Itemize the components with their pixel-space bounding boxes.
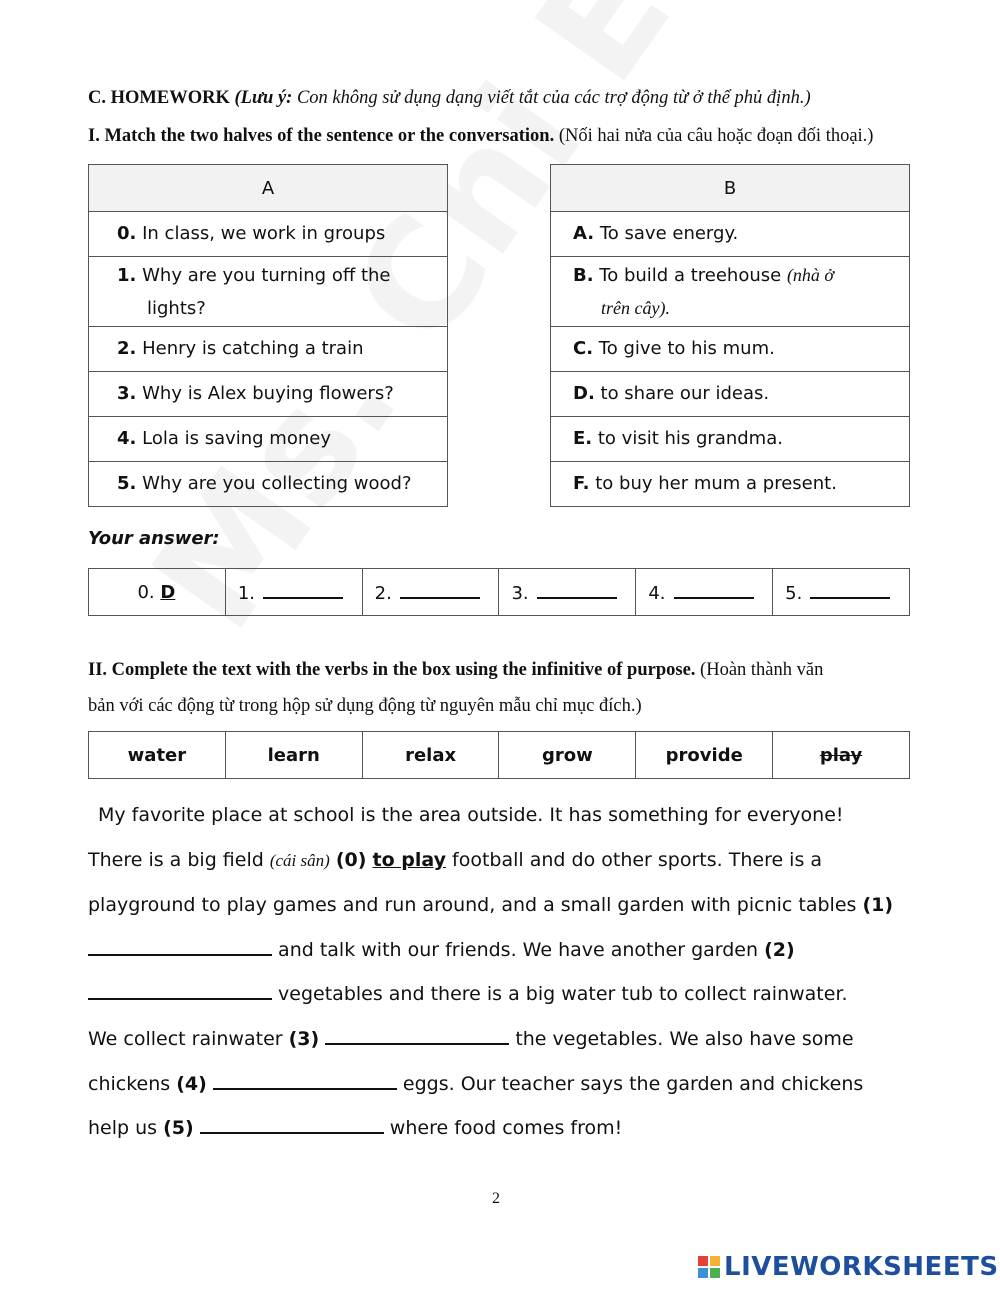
col-a-item-5: 5. Why are you collecting wood? [89, 462, 448, 507]
word-play: play [773, 732, 910, 779]
word-water: water [89, 732, 226, 779]
answer-blank-4[interactable] [674, 581, 754, 599]
note-label: Lưu ý: [240, 88, 293, 108]
exercise2-heading [88, 660, 823, 681]
blank-2[interactable] [88, 980, 272, 1000]
passage [88, 793, 918, 1151]
column-b-table [550, 164, 910, 507]
col-a-item-2: 2. Henry is catching a train [89, 327, 448, 372]
col-b-item-d: D. to share our ideas. [551, 372, 910, 417]
col-b-item-c: C. To give to his mum. [551, 327, 910, 372]
word-provide: provide [636, 732, 773, 779]
passage-line-1: My favorite place at school is the area outside. It has something for everyone! [98, 804, 844, 826]
passage-line-5: vegetables and there is a big water tub to collect rainwater. [88, 972, 918, 1017]
page-number: 2 [492, 1190, 500, 1207]
col-b-item-f: F. to buy her mum a present. [551, 462, 910, 507]
passage-line-8: help us (5) where food comes from! [88, 1106, 918, 1151]
section-title: C. HOMEWORK [88, 88, 230, 108]
blank-3[interactable] [325, 1025, 509, 1045]
exercise2-subtitle-1: (Hoàn thành văn [700, 660, 824, 680]
section-heading [88, 88, 811, 109]
passage-line-2: There is a big field (cái sân) (0) to play football and do other sports. There is a [88, 848, 823, 871]
blank-4[interactable] [213, 1070, 397, 1090]
col-b-item-a: A. To save energy. [551, 212, 910, 257]
answer-cell-2[interactable]: 2. [362, 569, 499, 616]
answer-value-0: D [160, 581, 176, 603]
word-grow: grow [499, 732, 636, 779]
col-b-item-b: B. To build a treehouse (nhà ở trên cây). [551, 257, 910, 327]
answer-blank-3[interactable] [537, 581, 617, 599]
answer-cell-3[interactable]: 3. [499, 569, 636, 616]
column-a-table [88, 164, 448, 507]
answer-blank-1[interactable] [263, 581, 343, 599]
passage-line-3: playground to play games and run around, and a small garden with picnic tables (1) [88, 894, 894, 917]
answer-blank-2[interactable] [400, 581, 480, 599]
answer-label: Your answer: [88, 528, 220, 549]
answer-table [88, 568, 910, 616]
answer-blank-5[interactable] [810, 581, 890, 599]
liveworksheets-logo [698, 1252, 999, 1282]
blank-5[interactable] [200, 1114, 384, 1134]
passage-line-7: chickens (4) eggs. Our teacher says the garden and chickens [88, 1062, 918, 1107]
exercise2-title: II. Complete the text with the verbs in the box using the infinitive of purpose. [88, 660, 696, 680]
col-a-item-3: 3. Why is Alex buying flowers? [89, 372, 448, 417]
col-a-item-1: 1. Why are you turning off the lights? [89, 257, 448, 327]
passage-line-4: and talk with our friends. We have another garden (2) [88, 928, 918, 973]
note-text: Con không sử dụng dạng viết tắt của các trợ động từ ở thể phủ định.) [296, 88, 811, 108]
passage-line-6: We collect rainwater (3) the vegetables. We also have some [88, 1017, 918, 1062]
col-a-item-0: 0. In class, we work in groups [89, 212, 448, 257]
word-box [88, 731, 910, 779]
word-learn: learn [225, 732, 362, 779]
liveworksheets-wordmark: LIVEWORKSHEETS [724, 1252, 999, 1282]
answer-cell-1[interactable]: 1. [225, 569, 362, 616]
exercise2-subtitle-2: bản với các động từ trong hộp sử dụng động từ nguyên mẫu chỉ mục đích.) [88, 696, 642, 716]
exercise1-heading [88, 126, 873, 147]
answer-cell-4[interactable]: 4. [636, 569, 773, 616]
col-b-item-e: E. to visit his grandma. [551, 417, 910, 462]
exercise1-title: I. Match the two halves of the sentence or the conversation. [88, 126, 555, 146]
exercise1-subtitle: (Nối hai nửa của câu hoặc đoạn đối thoại.) [558, 126, 874, 146]
answer-cell-0: 0. D [89, 569, 226, 616]
blank-1[interactable] [88, 936, 272, 956]
liveworksheets-logo-icon [698, 1256, 720, 1278]
column-b-header: B [551, 165, 910, 212]
column-a-header: A [89, 165, 448, 212]
note-open: ( [234, 88, 241, 108]
col-a-item-4: 4. Lola is saving money [89, 417, 448, 462]
example-answer: to play [372, 848, 446, 871]
answer-cell-5[interactable]: 5. [773, 569, 910, 616]
word-relax: relax [362, 732, 499, 779]
